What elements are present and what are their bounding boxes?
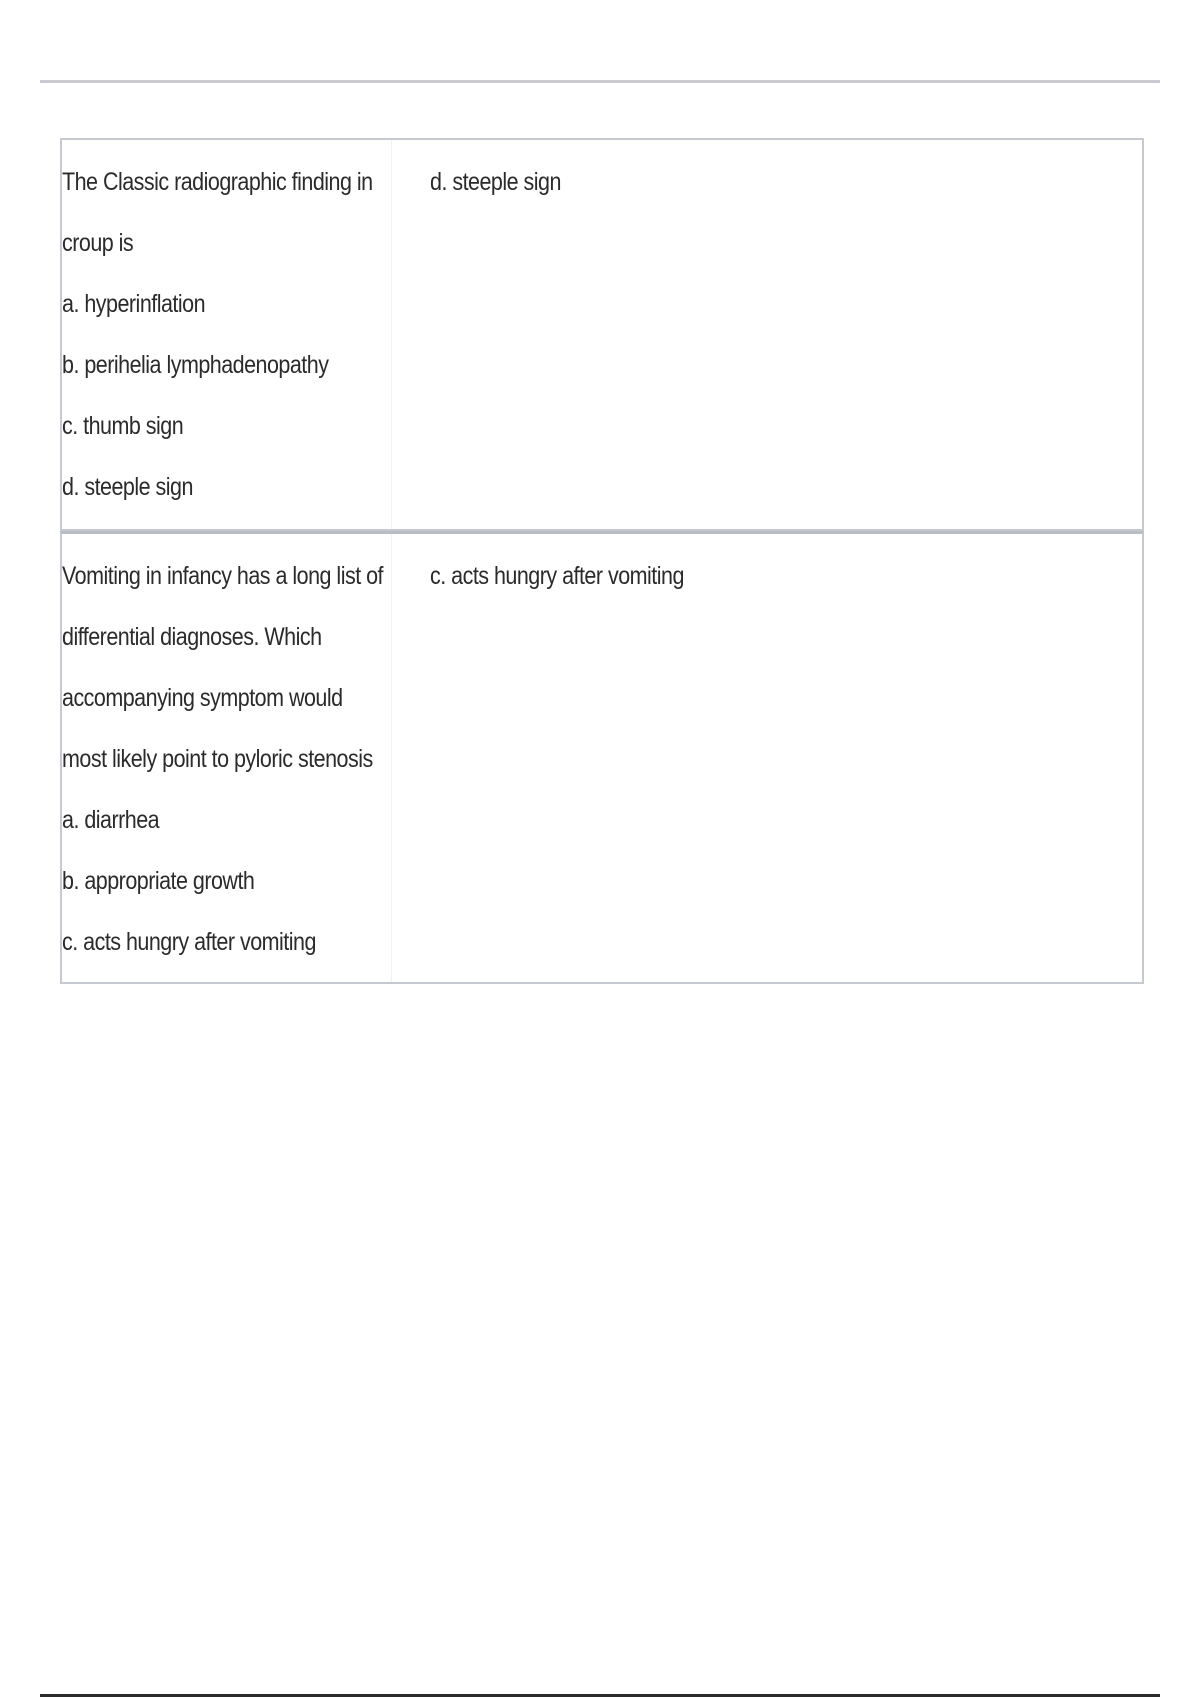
term-line: accompanying symptom would <box>62 684 343 712</box>
term-line: Vomiting in infancy has a long list of <box>62 562 384 590</box>
term-line: a. diarrhea <box>62 806 160 834</box>
definition-text: d. steeple sign <box>430 168 561 196</box>
term-line: b. perihelia lymphadenopathy <box>62 351 329 379</box>
term-line: c. acts hungry after vomiting <box>62 928 316 956</box>
term-line: c. thumb sign <box>62 412 184 440</box>
term-line: b. appropriate growth <box>62 867 255 895</box>
top-divider <box>40 80 1160 83</box>
definition-cell <box>392 534 1142 982</box>
term-line: differential diagnoses. Which <box>62 623 322 651</box>
flashcard-row <box>60 138 1144 531</box>
term-line: The Classic radiographic finding in <box>62 168 373 196</box>
term-line: d. steeple sign <box>62 473 193 501</box>
term-line: a. hyperinflation <box>62 290 206 318</box>
bottom-divider <box>40 1694 1160 1697</box>
term-line: croup is <box>62 229 134 257</box>
definition-cell <box>392 140 1142 529</box>
flashcard-table <box>60 138 1144 984</box>
term-line: most likely point to pyloric stenosis <box>62 745 373 773</box>
term-cell <box>62 140 392 529</box>
definition-text: c. acts hungry after vomiting <box>430 562 684 590</box>
flashcard-row <box>60 531 1144 984</box>
term-cell <box>62 534 392 982</box>
